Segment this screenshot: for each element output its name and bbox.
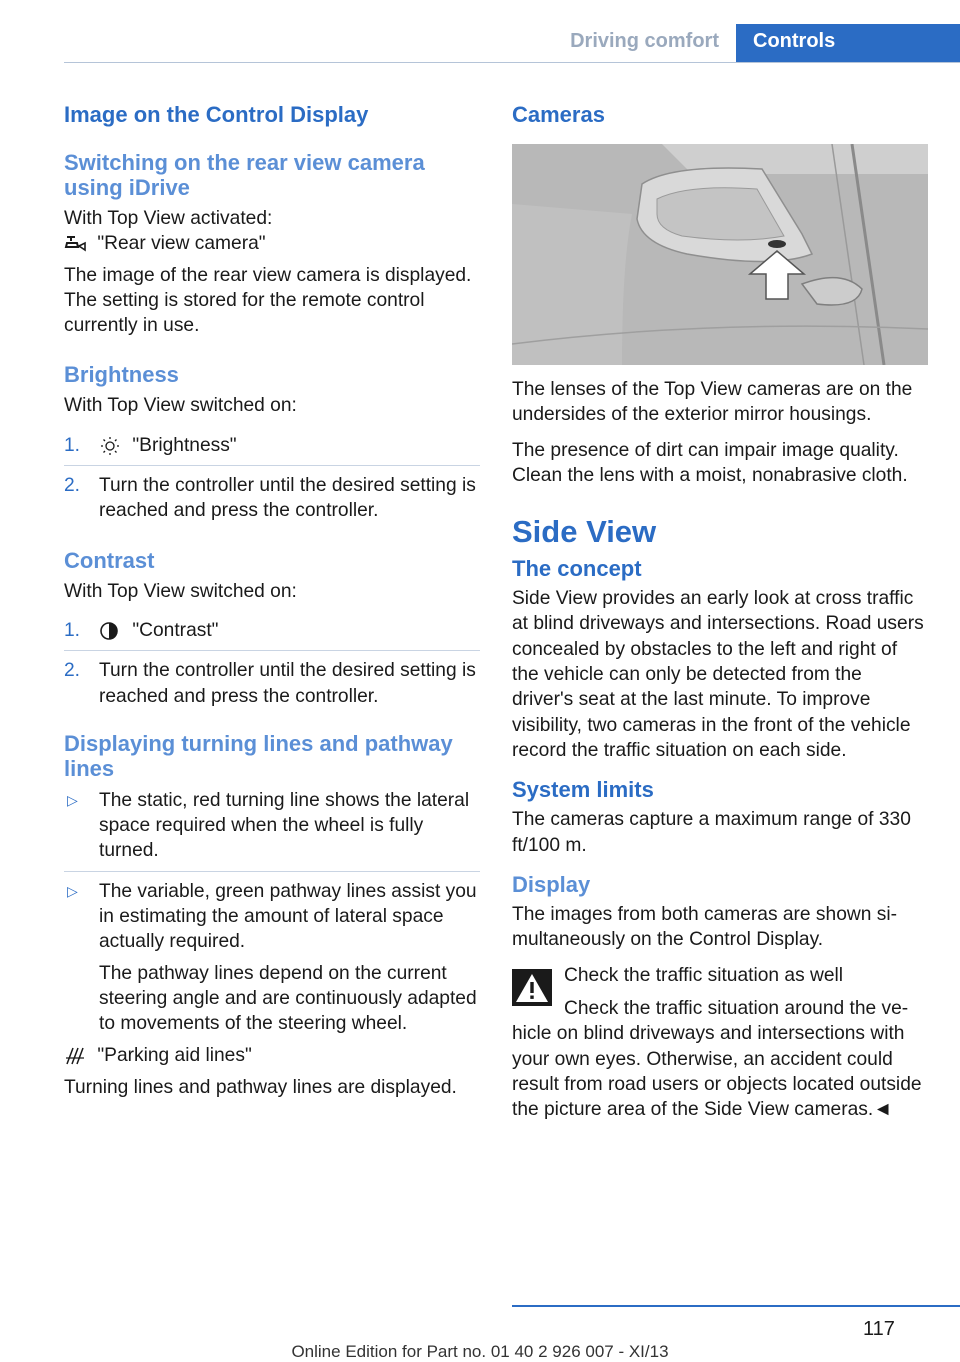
bullet-extra: The pathway lines depend on the current steering angle and are continuously adapted to movements of the steering wheel. [99,962,477,1035]
heading-side-view: Side View [512,514,657,550]
switch-intro: With Top View activated: [64,208,273,229]
list-item: 2. Turn the controller until the desired setting is reached and press the controller. [64,475,476,522]
list-item: ▷ The variable, green pathway lines assist you in estimating the amount of lateral space actually required. The pathway lines depend on the current steering angle and are continuously adapted to movements of the steering wheel. [64,879,480,1037]
right-column [512,100,928,1123]
contrast-intro: With Top View switched on: [64,580,297,602]
warning-icon [512,969,552,1006]
concept-text: Side View provides an early look at cross traffic at blind driveways and intersections. Road users concealed by obstacles to the left and right of the vehicle can only be detected from the driver's seat at the last minute. To improve visibility, two cameras in the front of the vehicle record the traffic situation on each side. [512,588,924,761]
bullet-triangle-icon: ▷ [67,882,78,899]
left-column [64,100,480,1100]
warning-block [512,963,928,1021]
list-item: ▷ The static, red turning line shows the lateral space required when the wheel is fully turned. [67,789,470,862]
heading-cameras: Cameras [512,102,605,127]
contrast-icon [99,621,127,641]
list-item: 2. Turn the controller until the desired setting is reached and press the controller. [64,660,476,707]
brightness-intro: With Top View switched on: [64,395,297,417]
parking-menu-row [64,1043,480,1068]
turning-lines-final: Turning lines and pathway lines are displayed. [64,1076,457,1098]
header-divider [64,62,960,63]
brightness-icon [99,435,127,457]
footer-divider [512,1305,960,1307]
turning-lines-bullets [64,788,480,1037]
bullet-triangle-icon: ▷ [67,791,78,808]
header-tab: Controls [736,24,960,62]
page-number: 117 [863,1318,895,1340]
heading-image-display: Image on the Control Display [64,102,369,127]
switch-menu-label: "Rear view camera" [97,233,266,255]
heading-turning-lines: Displaying turning lines and pathway lines [64,730,453,781]
limits-text: The cameras capture a maximum range of 330 ft/100 m. [512,809,911,856]
warning-text-lead [564,996,928,1021]
edition-text: Online Edition for Part no. 01 40 2 926 007 - XI/13 [291,1342,669,1361]
switch-menu-row [64,231,480,256]
rear-camera-icon [64,235,92,253]
warning-text: Check the traffic situation around the vehicle on blind driveways and intersections with your own eyes. Otherwise, an accident could result from road users or objects located outside the picture area of the Side View cameras.◄ [512,998,922,1121]
heading-concept: The concept [512,556,642,582]
heading-display: Display [512,871,591,897]
contrast-steps [64,618,480,709]
list-item: 1. "Contrast" [64,619,219,641]
switch-text: The image of the rear view camera is displayed. The setting is stored for the remote control currently in use. [64,264,472,337]
mirror-camera-photo [512,144,928,365]
brightness-steps [64,433,480,524]
parking-menu-label: "Parking aid lines" [97,1044,252,1066]
heading-brightness: Brightness [64,362,179,388]
warning-title: Check the traffic situation as well [564,965,844,987]
cameras-text-2: The presence of dirt can impair image quality. Clean the lens with a moist, nonabrasive cloth. [512,439,908,486]
parking-lines-icon [64,1044,92,1066]
heading-system-limits: System limits [512,777,654,803]
cameras-text-1: The lenses of the Top View cameras are on the undersides of the exterior mirror housings. [512,379,913,426]
heading-contrast: Contrast [64,547,155,573]
display-text: The images from both cameras are shown simultaneously on the Control Display. [512,903,897,951]
list-item: 1. "Brightness" [64,434,237,456]
header-section: Driving comfort [570,30,719,52]
heading-switch-rear-camera: Switching on the rear view camera using iDrive [64,150,425,200]
